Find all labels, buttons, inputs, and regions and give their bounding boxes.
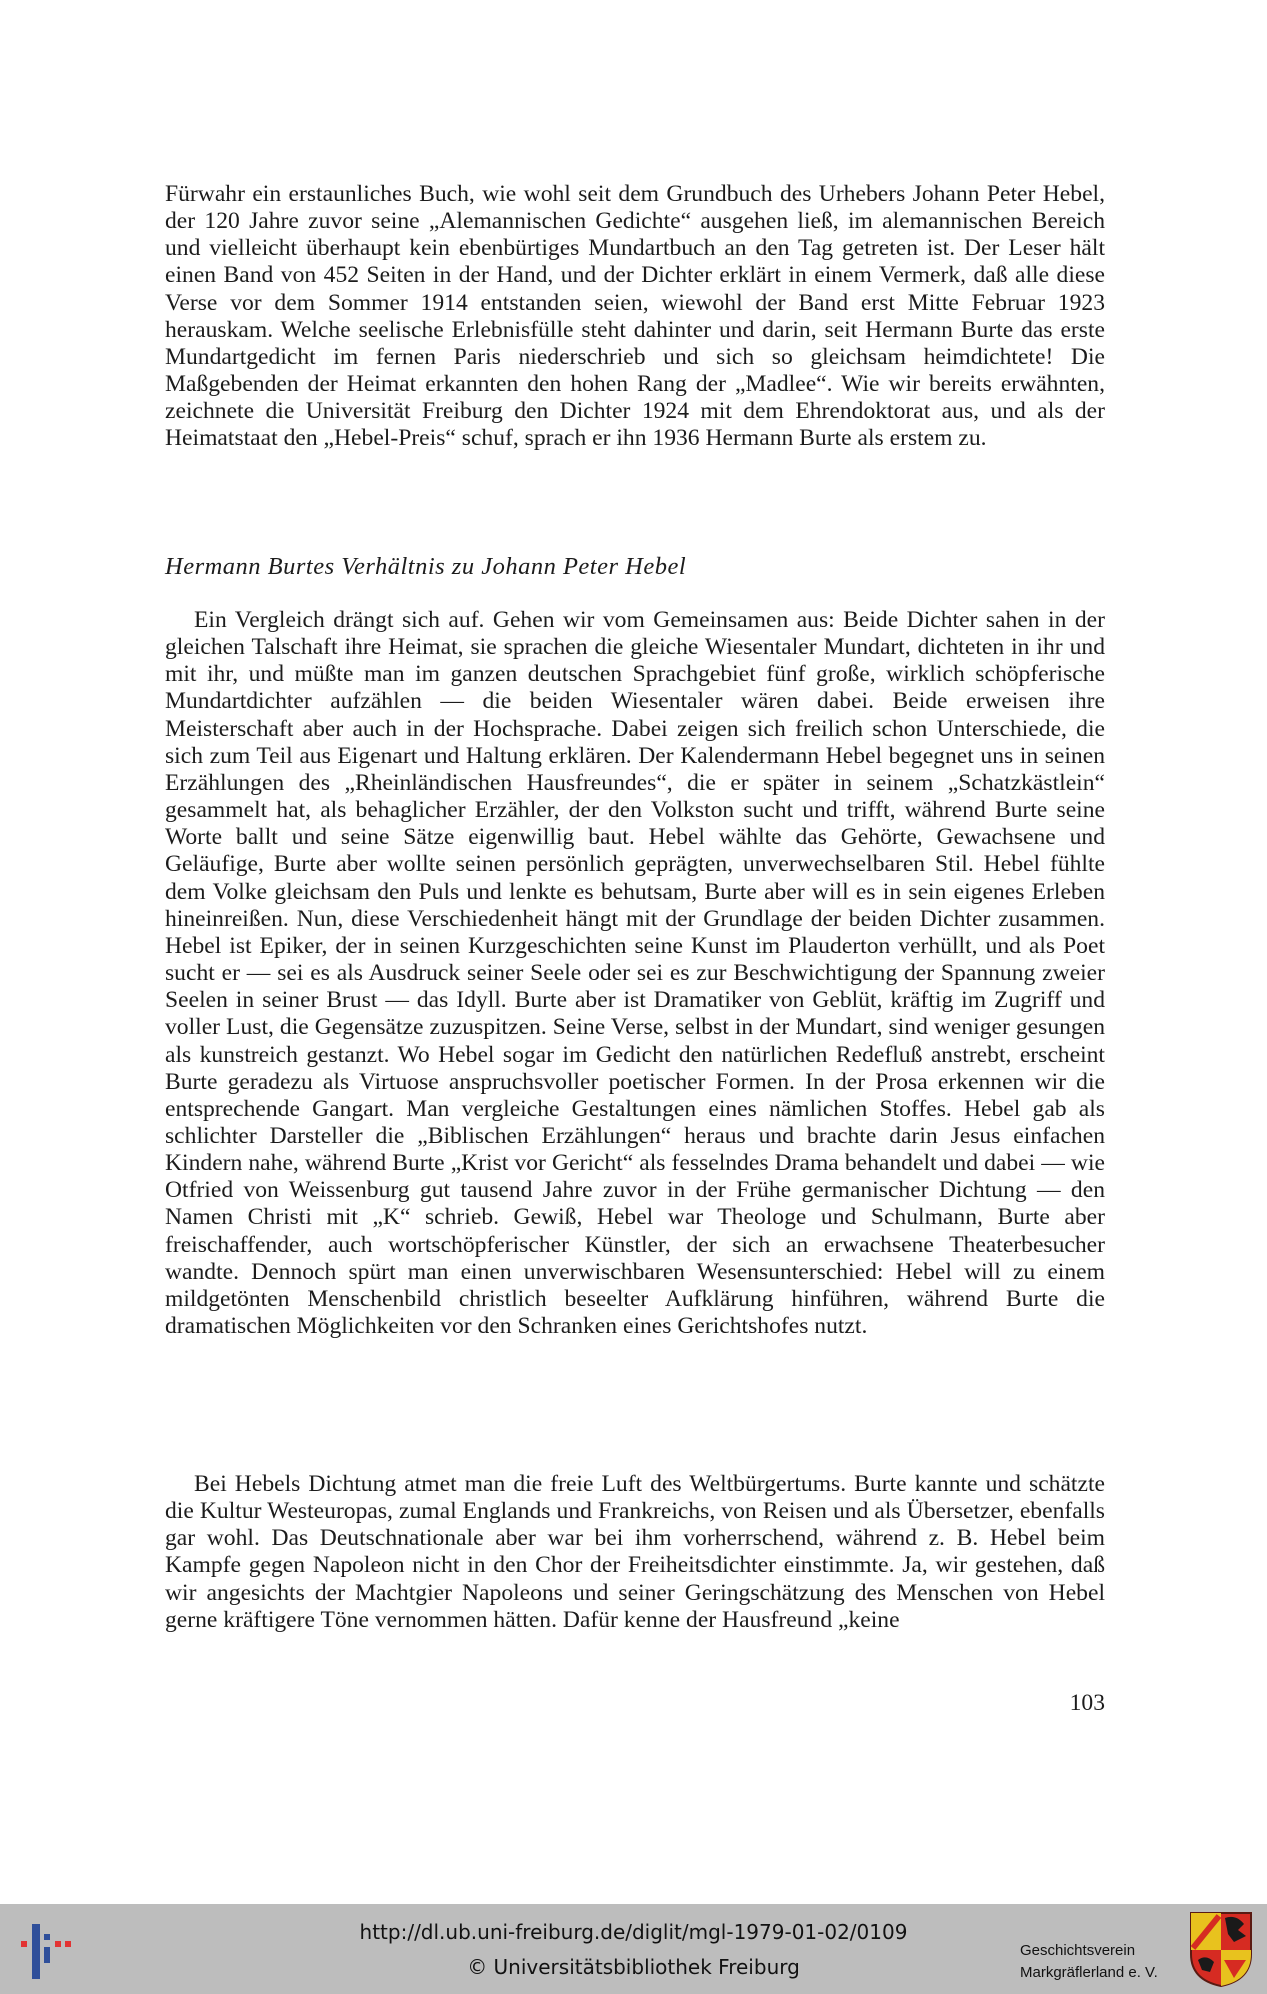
section-heading: Hermann Burtes Verhältnis zu Johann Peter Hebel — [165, 553, 687, 580]
body-paragraph-1-text: Ein Vergleich drängt sich auf. Gehen wir vom Gemeinsamen aus: Beide Dichter sahen in der gleichen Talschaft ihre Heimat, sie sprachen die gleiche Wiesentaler Mundart, dichteten in ihr und mit ihr, und müßte man im ganzen deutschen Sprachgebiet fünf große, wirklich schöpferische Mundartdichter aufzählen — die beiden Wiesentaler wären dabei. Beide erweisen ihre Meisterschaft aber auch in der Hochsprache. Dabei zeigen sich freilich schon Unterschiede, die sich zum Teil aus Eigenart und Haltung erklären. Der Kalendermann Hebel begegnet uns in seinen Erzählungen des „Rheinländischen Hausfreundes“, die er später in seinem „Schatzkästlein“ gesammelt hat, als behaglicher Erzähler, der den Volkston sucht und trifft, während Burte seine Worte ballt und seine Sätze eigenwillig baut. Hebel wählte das Gehörte, Gewachsene und Geläufige, Burte aber wollte seinen persönlich geprägten, unverwechselbaren Stil. Hebel fühlte dem Volke gleichsam den Puls und lenkte es behutsam, Burte aber will es in sein eigenes Erleben hineinreißen. Nun, diese Verschiedenheit hängt mit der Grundlage der beiden Dichter zusammen. Hebel ist Epiker, der in seinen Kurzgeschichten seine Kunst im Plauderton verhüllt, und als Poet sucht er — sei es als Ausdruck seiner Seele oder sei es zur Beschwichtigung der Spannung zweier Seelen in seiner Brust — das Idyll. Burte aber ist Dramatiker von Geblüt, kräftig im Zugriff und voller Lust, die Gegensätze zuzuspitzen. Seine Verse, selbst in der Mundart, sind weniger gesungen als kunstreich gestanzt. Wo Hebel sogar im Gedicht den natürlichen Redefluß anstrebt, erscheint Burte geradezu als Virtuose anspruchsvoller poetischer Formen. In der Prosa erkennen wir die entsprechende Gangart. Man vergleiche Gestaltungen eines nämlichen Stoffes. Hebel gab als schlichter Darsteller die „Biblischen Erzählungen“ heraus und brachte darin Jesus einfachen Kindern nahe, während Burte „Krist vor Gericht“ als fesselndes Drama behandelt und dabei — wie Otfried von Weissenburg gut tausend Jahre zuvor in der Frühe germanischer Dichtung — den Namen Christi mit „K“ schrieb. Gewiß, Hebel war Theologe und Schulmann, Burte aber freischaffender, auch wortschöpferischer Künstler, der sich an erwachsene Theaterbesucher wandte. Dennoch spürt man einen unverwischbaren Wesensunterschied: Hebel will zu einem mildgetönten Menschenbild christlich beseelter Aufklärung hinführen, während Burte die dramatischen Möglichkeiten vor den Schranken eines Gerichtshofes nutzt. — [165, 607, 1105, 1340]
coat-of-arms-icon — [1188, 1910, 1254, 1988]
intro-paragraph-text: Fürwahr ein erstaunliches Buch, wie wohl seit dem Grundbuch des Urhebers Johann Peter Hebel, der 120 Jahre zuvor seine „Alemannischen Gedichte“ ausgehen ließ, im alemannischen Bereich und vielleicht überhaupt kein ebenbürtiges Mundartbuch an den Tag getreten ist. Der Leser hält einen Band von 452 Seiten in der Hand, und der Dichter erklärt in einem Vermerk, daß alle diese Verse vor dem Sommer 1914 entstanden seien, wiewohl der Band erst Mitte Februar 1923 herauskam. Welche seelische Erlebnisfülle steht dahinter und darin, seit Hermann Burte das erste Mundartgedicht im fernen Paris niederschrieb und sich so gleichsam heimdichtete! Die Maßgebenden der Heimat erkannten den hohen Rang der „Madlee“. Wie wir bereits erwähnten, zeichnete die Universität Freiburg den Dichter 1924 mit dem Ehrendoktorat aus, und als der Heimatstaat den „Hebel-Preis“ schuf, sprach er ihn 1936 Hermann Burte als erstem zu. — [165, 181, 1105, 452]
society-name — [1020, 1940, 1180, 1984]
page-number: 103 — [1069, 1690, 1105, 1716]
intro-paragraph — [165, 181, 1105, 453]
body-paragraph-1 — [165, 607, 1105, 1340]
footer-copyright: © Universitätsbibliothek Freiburg — [467, 1955, 800, 1979]
body-paragraph-2 — [165, 1471, 1105, 1634]
footer-url-link[interactable]: http://dl.ub.uni-freiburg.de/diglit/mgl-1979-01-02/0109 — [359, 1920, 908, 1944]
footer-bar — [0, 1904, 1267, 1994]
body-paragraph-2-text: Bei Hebels Dichtung atmet man die freie Luft des Weltbürgertums. Burte kannte und schätzte die Kultur Westeuropas, zumal Englands und Frankreichs, von Reisen und als Übersetzer, ebenfalls gar wohl. Das Deutschnationale aber war bei ihm vorherrschend, während z. B. Hebel beim Kampfe gegen Napoleon nicht in den Chor der Freiheitsdichter einstimmte. Ja, wir gestehen, daß wir angesichts der Machtgier Napoleons und seiner Geringschätzung des Menschen von Hebel gerne kräftigere Töne vernommen hätten. Dafür kenne der Hausfreund „keine — [165, 1471, 1105, 1633]
society-name-line-1: Geschichtsverein — [1020, 1942, 1136, 1959]
society-name-line-2: Markgräflerland e. V. — [1020, 1964, 1158, 1981]
